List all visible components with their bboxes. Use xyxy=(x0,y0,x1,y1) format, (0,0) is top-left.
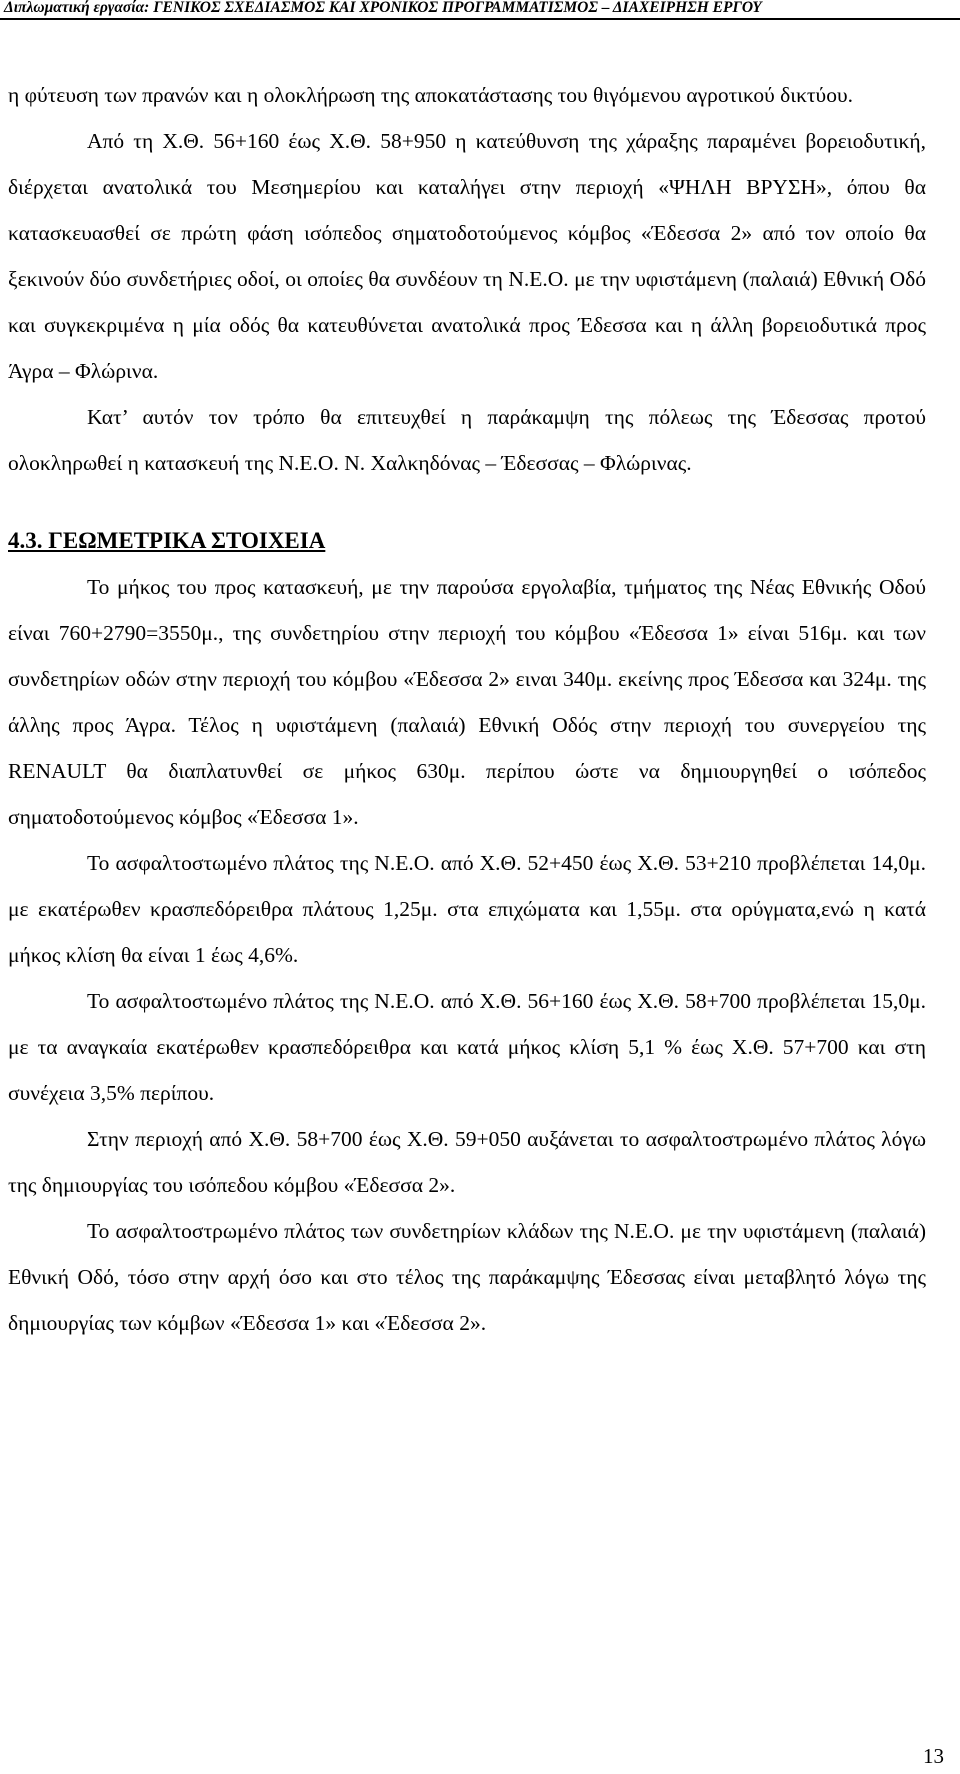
section-heading: 4.3. ΓΕΩΜΕΤΡΙΚΑ ΣΤΟΙΧΕΙΑ xyxy=(8,528,326,553)
paragraph: Κατ’ αυτόν τον τρόπο θα επιτευχθεί η παράκαμψη της πόλεως της Έδεσσας προτού ολοκληρωθεί η κατασκευή της Ν.Ε.Ο. Ν. Χαλκηδόνας – Έδεσσας – Φλώρινας. xyxy=(8,405,926,475)
paragraph: Από τη Χ.Θ. 56+160 έως Χ.Θ. 58+950 η κατεύθυνση της χάραξης παραμένει βορειοδυτική, διέρχεται ανατολικά του Μεσημερίου και καταλήγει στην περιοχή «ΨΗΛΗ ΒΡΥΣΗ», όπου θα κατασκευασθεί σε πρώτη φάση ισόπεδος σηματοδοτούμενος κόμβος «Έδεσσα 2» από τον οποίο θα ξεκινούν δύο συνδετήριες οδοί, οι οποίες θα συνδέουν τη Ν.Ε.Ο. με την υφιστάμενη (παλαιά) Εθνική Οδό και συγκεκριμένα η μία οδός θα κατευθύνεται ανατολικά προς Έδεσσα και η άλλη βορειοδυτικά προς Άγρα – Φλώρινα. xyxy=(8,129,926,383)
paragraph: Στην περιοχή από Χ.Θ. 58+700 έως Χ.Θ. 59+050 αυξάνεται το ασφαλτοστρωμένο πλάτος λόγω της δημιουργίας του ισόπεδου κόμβου «Έδεσσα 2». xyxy=(8,1127,926,1197)
page-number: 13 xyxy=(923,1744,944,1768)
paragraph: Το μήκος του προς κατασκευή, με την παρούσα εργολαβία, τμήματος της Νέας Εθνικής Οδού είναι 760+2790=3550μ., της συνδετηρίου στην περιοχή του κόμβου «Έδεσσα 1» είναι 516μ. και των συνδετηρίων οδών στην περιοχή του κόμβου «Έδεσσα 2» ειναι 340μ. εκείνης προς Έδεσσα και 324μ. της άλλης προς Άγρα. Τέλος η υφιστάμενη (παλαιά) Εθνική Οδός στην περιοχή του συνεργείου της RENAULT θα διαπλατυνθεί σε μήκος 630μ. περίπου ώστε να δημιουργηθεί ο ισόπεδος σηματοδοτούμενος κόμβος «Έδεσσα 1». xyxy=(8,575,926,829)
paragraph: Το ασφαλτοστωμένο πλάτος της Ν.Ε.Ο. από Χ.Θ. 56+160 έως Χ.Θ. 58+700 προβλέπεται 15,0μ. με τα αναγκαία εκατέρωθεν κρασπεδόρειθρα και κατά μήκος κλίση 5,1 % έως Χ.Θ. 57+700 και στη συνέχεια 3,5% περίπου. xyxy=(8,989,926,1105)
paragraph: Το ασφαλτοστρωμένο πλάτος των συνδετηρίων κλάδων της Ν.Ε.Ο. με την υφιστάμενη (παλαιά) Εθνική Οδό, τόσο στην αρχή όσο και στο τέλος της παράκαμψης Έδεσσας είναι μεταβλητό λόγω της δημιουργίας των κόμβων «Έδεσσα 1» και «Έδεσσα 2». xyxy=(8,1219,926,1335)
paragraph: Το ασφαλτοστωμένο πλάτος της Ν.Ε.Ο. από Χ.Θ. 52+450 έως Χ.Θ. 53+210 προβλέπεται 14,0μ. με εκατέρωθεν κρασπεδόρειθρα πλάτους 1,25μ. στα επιχώματα και 1,55μ. στα ορύγματα,ενώ η κατά μήκος κλίση θα είναι 1 έως 4,6%. xyxy=(8,851,926,967)
paragraph: η φύτευση των πρανών και η ολοκλήρωση της αποκατάστασης του θιγόμενου αγροτικού δικτύου. xyxy=(8,83,853,107)
running-header: Διπλωματική εργασία: ΓΕΝΙΚΟΣ ΣΧΕΔΙΑΣΜΟΣ ΚΑΙ ΧΡΟΝΙΚΟΣ ΠΡΟΓΡΑΜΜΑΤΙΣΜΟΣ – ΔΙΑΧΕΙΡΗΣΗ ΕΡΓΟΥ xyxy=(0,0,960,20)
body-text xyxy=(8,72,926,1346)
